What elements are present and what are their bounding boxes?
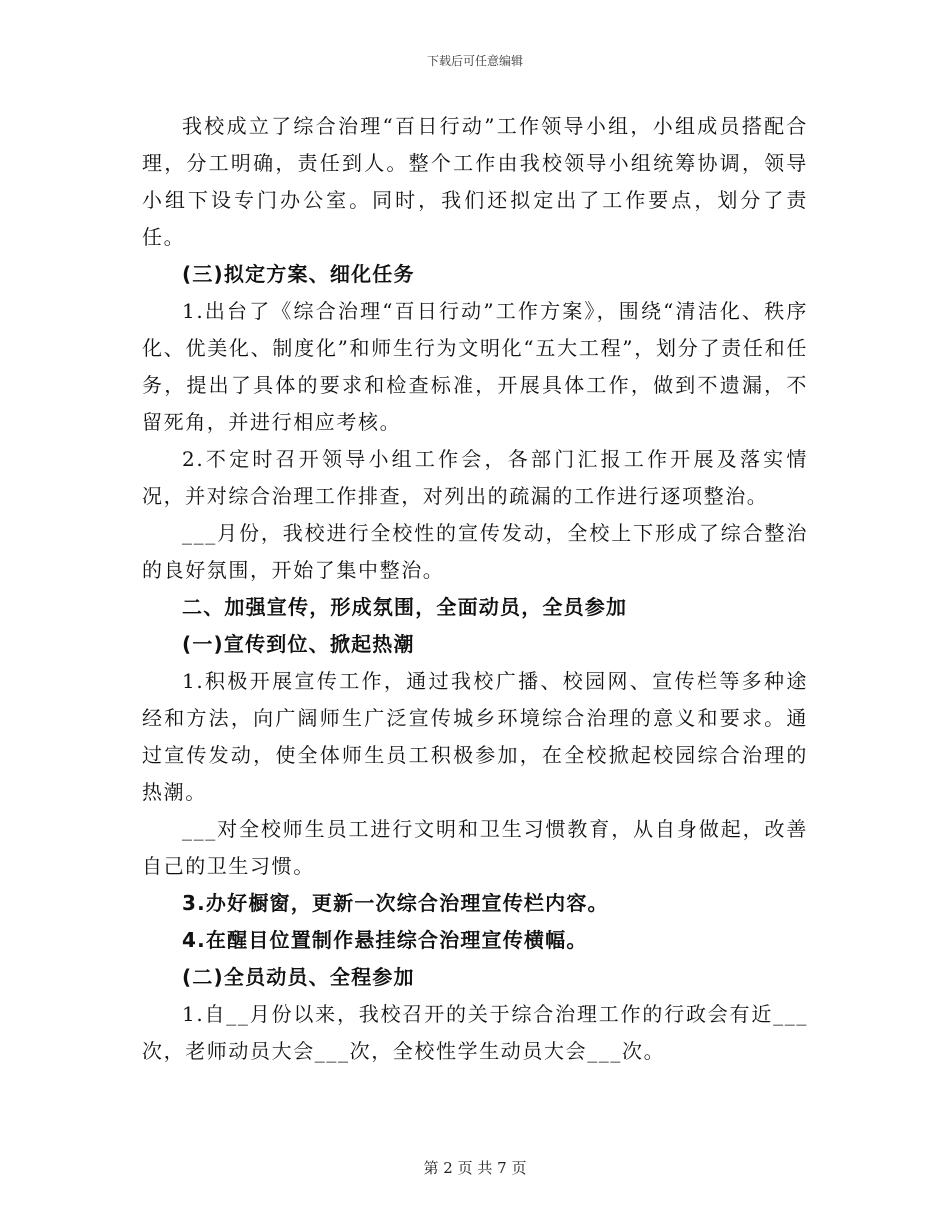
paragraph-publicity-item-3: 3.办好橱窗，更新一次综合治理宣传栏内容。 <box>182 891 609 915</box>
subsection-heading-mobilization: (二)全员动员、全程参加 <box>182 965 415 989</box>
paragraph-plan-item-2: 2.不定时召开领导小组工作会，各部门汇报工作开展及落实情况，并对综合治理工作排查，对列出的疏漏的工作进行逐项整治。 <box>142 447 808 508</box>
section-heading-plan: (三)拟定方案、细化任务 <box>182 262 415 286</box>
paragraph-leadership-group: 我校成立了综合治理“百日行动”工作领导小组，小组成员搭配合理，分工明确，责任到人。整个工作由我校领导小组统筹协调，领导小组下设专门办公室。同时，我们还拟定出了工作要点，划分了责任。 <box>142 114 808 249</box>
paragraph-publicity-item-2: ___对全校师生员工进行文明和卫生习惯教育，从自身做起，改善自己的卫生习惯。 <box>142 817 808 878</box>
subsection-heading-publicity: (一)宣传到位、掀起热潮 <box>182 632 415 656</box>
paragraph-publicity-item-1: 1.积极开展宣传工作，通过我校广播、校园网、宣传栏等多种途经和方法，向广阔师生广泛宣传城乡环境综合治理的意义和要求。通过宣传发动，使全体师生员工积极参加，在全校掀起校园综合治理的热潮。 <box>142 669 808 804</box>
paragraph-plan-item-1: 1.出台了《综合治理“百日行动”工作方案》，围绕“清洁化、秩序化、优美化、制度化”和师生行为文明化“五大工程”，划分了责任和任务，提出了具体的要求和检查标准，开展具体工作，做到不遗漏，不留死角，并进行相应考核。 <box>142 299 808 434</box>
paragraph-mobilization-item-1: 1.自__月份以来，我校召开的关于综合治理工作的行政会有近___次，老师动员大会___次，全校性学生动员大会___次。 <box>142 1002 808 1063</box>
section-heading-publicity: 二、加强宣传，形成氛围，全面动员，全员参加 <box>182 595 628 619</box>
paragraph-publicity-item-4: 4.在醒目位置制作悬挂综合治理宣传横幅。 <box>182 928 588 952</box>
page-footer: 第 2 页 共 7 页 <box>423 1159 527 1177</box>
document-body <box>142 108 808 1070</box>
paragraph-month-campaign: ___月份，我校进行全校性的宣传发动，全校上下形成了综合整治的良好氛围，开始了集中整治。 <box>142 521 808 582</box>
page-header: 下载后可任意编辑 <box>426 54 523 68</box>
